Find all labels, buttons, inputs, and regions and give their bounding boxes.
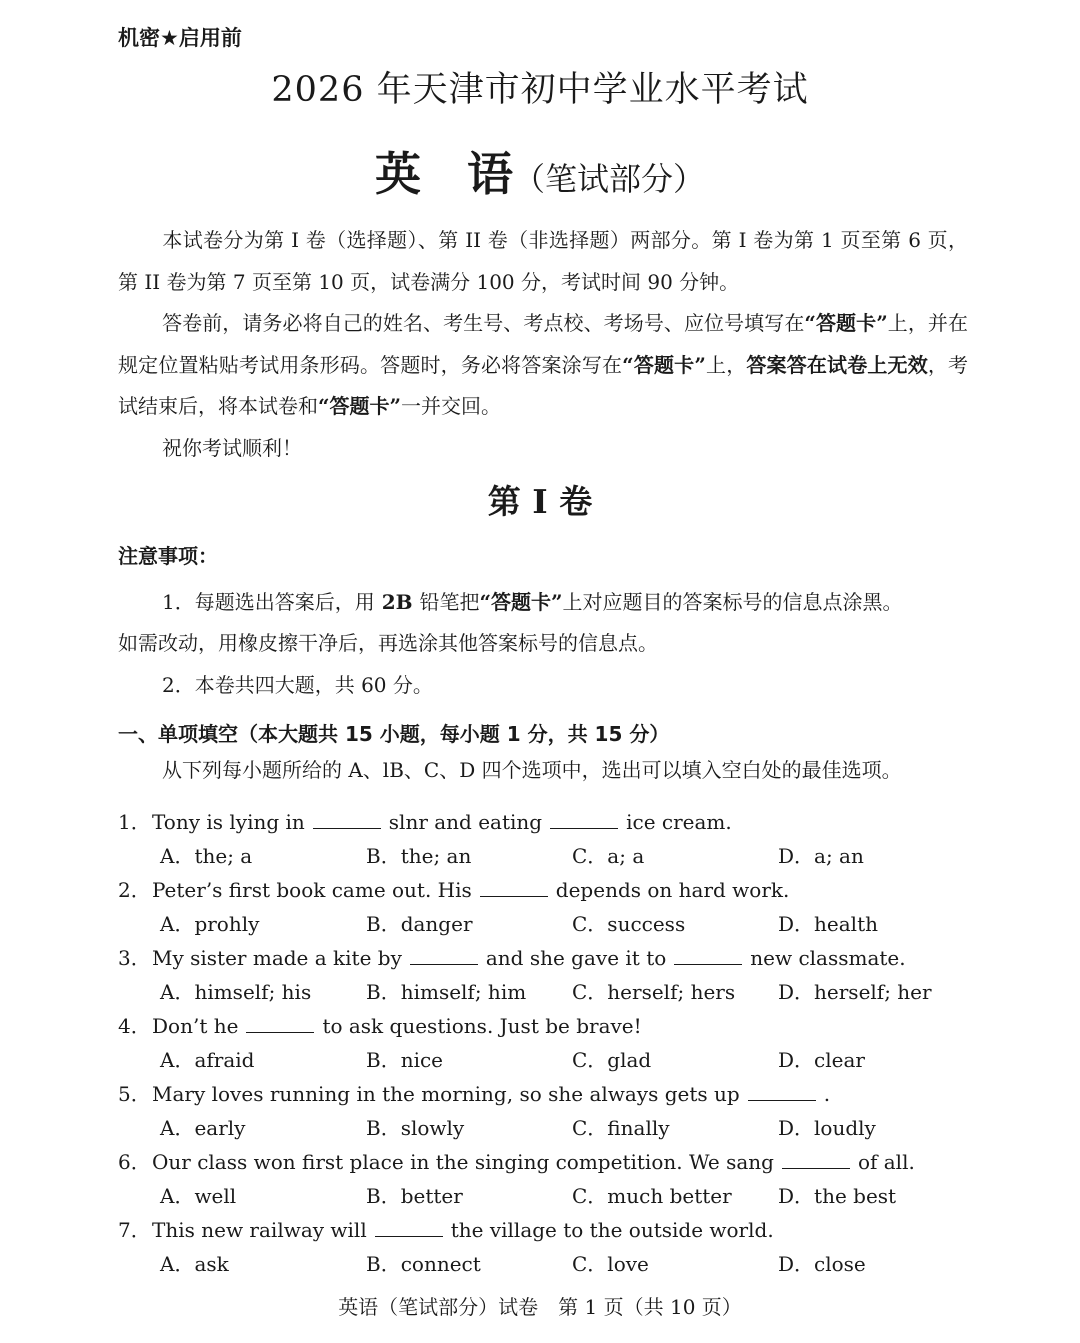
question-6-option-d: D．the best: [778, 1184, 897, 1208]
answer-blank: [550, 814, 618, 829]
question-2-option-a: A．prohly: [160, 912, 260, 936]
answer-blank: [246, 1018, 314, 1033]
confidential-label: 机密★启用前: [118, 26, 242, 50]
answer-blank: [748, 1086, 816, 1101]
question-4-option-c: C．glad: [572, 1048, 652, 1072]
question-text: Don’t he: [152, 1014, 239, 1038]
intro-p2-g: ，考试结束后，将本试卷和: [118, 352, 969, 418]
question-4-option-d: D．clear: [778, 1048, 865, 1072]
question-6-option-a: A．well: [160, 1184, 237, 1208]
question-number: 3．: [118, 946, 151, 970]
note-1-d: “答题卡”: [479, 590, 563, 614]
note-1-a: 1．每题选出答案后，用: [162, 590, 375, 614]
intro-p2-d: “答题卡”: [622, 352, 706, 377]
intro-p2-a: 答卷前，请务必将自己的姓名、考生号、考点校、考场号、应位号填写在: [162, 311, 805, 335]
section-instruction: 从下列每小题所给的 A、lB、C、D 四个选项中，选出可以填入空白处的最佳选项。: [162, 758, 902, 782]
question-text: of all.: [857, 1150, 915, 1174]
question-3: [118, 942, 906, 971]
question-2-option-c: C．success: [572, 912, 686, 936]
note-1-b: 2B: [374, 590, 420, 614]
note-1-e: 上对应题目的答案标号的信息点涂黑。: [562, 590, 903, 614]
question-5: [118, 1078, 830, 1107]
question-text: depends on hard work.: [555, 878, 790, 902]
question-1-option-b: B．the; an: [366, 844, 472, 868]
answer-blank: [313, 814, 381, 829]
question-1: [118, 806, 732, 835]
answer-blank: [375, 1222, 443, 1237]
question-5-option-c: C．finally: [572, 1116, 670, 1140]
question-7-option-a: A．ask: [160, 1252, 229, 1276]
intro-paragraph-3: [118, 428, 968, 470]
intro-p1-text: 本试卷分为第 I 卷（选择题）、第 II 卷（非选择题）两部分。第 I 卷为第 1 页至第 6 页，第 II 卷为第 7 页至第 10 页，试卷满分 100 分，考试时间 90 分钟。: [118, 228, 968, 294]
question-text: Our class won first place in the singing competition. We sang: [152, 1150, 774, 1174]
question-3-option-c: C．herself; hers: [572, 980, 736, 1004]
question-5-option-b: B．slowly: [366, 1116, 465, 1140]
intro-p2-i: 一并交回。: [401, 394, 502, 418]
intro-p2-b: “答题卡”: [804, 311, 888, 335]
subject-main: 英 语: [374, 147, 513, 201]
intro-p2-e: 上，: [705, 352, 747, 377]
question-2: [118, 874, 789, 903]
question-number: 6．: [118, 1150, 151, 1174]
intro-p2-f: 答案答在试卷上无效: [746, 352, 928, 377]
intro-p3-text: 祝你考试顺利！: [162, 436, 302, 460]
question-7-option-b: B．connect: [366, 1252, 481, 1276]
intro-paragraph-1: [118, 220, 968, 303]
question-text: This new railway will: [152, 1218, 367, 1242]
question-5-option-a: A．early: [160, 1116, 246, 1140]
intro-paragraph-2: [118, 303, 968, 428]
question-text: new classmate.: [750, 946, 906, 970]
question-number: 1．: [118, 810, 151, 834]
intro-p2-c: 上，并在规定位置粘贴考试用条形码。答题时，务必将答案涂写在: [118, 311, 969, 377]
note-1-line2: 如需改动，用橡皮擦干净后，再选涂其他答案标号的信息点。: [118, 631, 658, 655]
question-4-option-a: A．afraid: [160, 1048, 255, 1072]
answer-blank: [782, 1154, 850, 1169]
question-text: and she gave it to: [485, 946, 667, 970]
question-1-option-c: C．a; a: [572, 844, 645, 868]
note-2: 2．本卷共四大题，共 60 分。: [162, 673, 433, 697]
question-text: ice cream.: [626, 810, 732, 834]
notes-heading: 注意事项：: [118, 544, 218, 568]
question-text: Mary loves running in the morning, so she always gets up: [152, 1082, 740, 1106]
question-6-option-b: B．better: [366, 1184, 463, 1208]
question-4: [118, 1010, 642, 1039]
question-6-option-c: C．much better: [572, 1184, 732, 1208]
answer-blank: [674, 950, 742, 965]
question-3-option-a: A．himself; his: [160, 980, 312, 1004]
note-1-c: 铅笔把: [419, 590, 480, 614]
answer-blank: [410, 950, 478, 965]
exam-title: 2026 年天津市初中学业水平考试: [271, 70, 809, 110]
subject-title: [0, 138, 1080, 204]
question-number: 7．: [118, 1218, 151, 1242]
question-7-option-d: D．close: [778, 1252, 866, 1276]
question-5-option-d: D．loudly: [778, 1116, 876, 1140]
page-footer: 英语（笔试部分）试卷 第 1 页（共 10 页）: [338, 1295, 742, 1319]
question-text: Peter’s first book came out. His: [152, 878, 472, 902]
question-text: .: [823, 1082, 831, 1106]
question-1-option-d: D．a; an: [778, 844, 864, 868]
question-text: My sister made a kite by: [152, 946, 402, 970]
question-2-option-b: B．danger: [366, 912, 473, 936]
question-2-option-d: D．health: [778, 912, 878, 936]
note-1: [162, 586, 903, 615]
question-3-option-b: B．himself; him: [366, 980, 527, 1004]
question-number: 5．: [118, 1082, 151, 1106]
question-text: to ask questions. Just be brave!: [322, 1014, 642, 1038]
question-number: 2．: [118, 878, 151, 902]
question-number: 4．: [118, 1014, 151, 1038]
question-text: Tony is lying in: [152, 810, 305, 834]
question-3-option-d: D．herself; her: [778, 980, 932, 1004]
volume-title: 第 I 卷: [487, 482, 593, 521]
question-text: the village to the outside world.: [450, 1218, 774, 1242]
subject-sub: （笔试部分）: [512, 160, 705, 198]
section-heading: 一、单项填空（本大题共 15 小题，每小题 1 分，共 15 分）: [118, 722, 670, 746]
intro-p2-h: “答题卡”: [318, 394, 402, 418]
question-1-option-a: A．the; a: [160, 844, 253, 868]
question-7: [118, 1214, 774, 1243]
question-6: [118, 1146, 915, 1175]
answer-blank: [480, 882, 548, 897]
question-4-option-b: B．nice: [366, 1048, 444, 1072]
question-text: slnr and eating: [388, 810, 543, 834]
question-7-option-c: C．love: [572, 1252, 649, 1276]
